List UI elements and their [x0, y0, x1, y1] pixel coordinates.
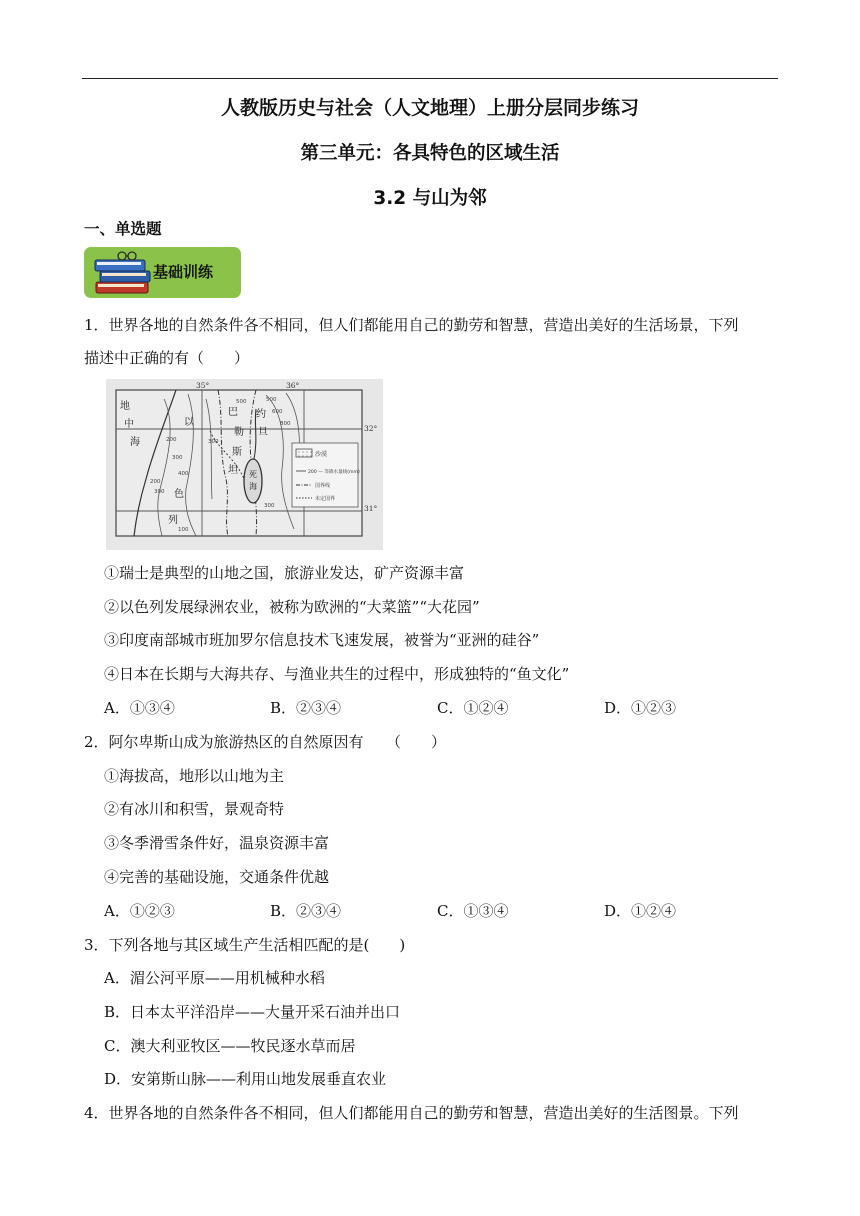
map-svg — [106, 379, 383, 550]
contour-label: 600 — [272, 409, 283, 415]
question-3-line-1: 3．下列各地与其区域生产生活相匹配的是( ) — [84, 936, 406, 954]
question-2-item-4: ④完善的基础设施，交通条件优越 — [104, 868, 330, 886]
question-3-choice-d[interactable]: D．安第斯山脉——利用山地发展垂直农业 — [104, 1070, 387, 1088]
question-1-choice-c[interactable]: C．①②④ — [437, 699, 509, 717]
question-1-line-1: 1．世界各地的自然条件各不相同，但人们都能用自己的勤劳和智慧，营造出美好的生活场景，下列 — [84, 316, 739, 334]
map-legend-undetermined: 未定国界 — [315, 496, 336, 502]
contour-label: 500 — [266, 397, 277, 403]
map-label: 色 — [174, 489, 184, 500]
lesson-title: 3.2 与山为邻 — [373, 188, 487, 209]
basic-training-badge — [84, 247, 241, 298]
map-label: 海 — [130, 437, 140, 448]
map-label: 列 — [168, 515, 178, 526]
badge-label: 基础训练 — [153, 263, 214, 281]
map-label: 海 — [249, 482, 257, 491]
question-2-choice-a[interactable]: A．①②③ — [104, 902, 175, 920]
question-1-choice-b[interactable]: B．②③④ — [270, 699, 342, 717]
page-title: 人教版历史与社会（人文地理）上册分层同步练习 — [220, 97, 639, 119]
question-3-choice-c[interactable]: C．澳大利亚牧区——牧民逐水草而居 — [104, 1037, 356, 1055]
question-2-choice-b[interactable]: B．②③④ — [270, 902, 342, 920]
map-lat-32: 32° — [364, 424, 378, 433]
map-label: 坦 — [228, 465, 238, 476]
contour-label: 500 — [236, 399, 247, 405]
question-1-item-1: ①瑞士是典型的山地之国，旅游业发达，矿产资源丰富 — [104, 564, 465, 582]
question-1-choice-d[interactable]: D．①②③ — [604, 699, 677, 717]
contour-label: 200 — [150, 479, 161, 485]
books-icon — [92, 250, 156, 296]
section-title: 一、单选题 — [84, 220, 162, 238]
question-1-line-2: 描述中正确的有（ ） — [84, 349, 250, 367]
map-lat-31: 31° — [364, 504, 378, 513]
unit-title: 第三单元：各具特色的区域生活 — [300, 143, 560, 164]
question-2-line-1: 2．阿尔卑斯山成为旅游热区的自然原因有 （ ） — [84, 733, 447, 751]
map-label: 巴 — [228, 407, 238, 418]
map-label: 旦 — [258, 427, 268, 438]
question-1-choice-a[interactable]: A．①③④ — [104, 699, 175, 717]
map-label: 死 — [249, 470, 257, 479]
contour-label: 400 — [178, 471, 189, 477]
map-legend-desert: 沙漠 — [315, 451, 328, 458]
contour-label: 300 — [264, 503, 275, 509]
map-label: 约 — [256, 409, 266, 420]
question-4-line-1: 4．世界各地的自然条件各不相同，但人们都能用自己的勤劳和智慧，营造出美好的生活图景。下列 — [84, 1104, 739, 1122]
map-lon-36: 36° — [286, 381, 300, 390]
map-legend-isohyet: 200 — 等降水量线(mm) — [308, 470, 360, 475]
question-2-choice-d[interactable]: D．①②④ — [604, 902, 677, 920]
map-label: 以 — [184, 417, 194, 428]
contour-label: 800 — [280, 421, 291, 427]
question-3-choice-a[interactable]: A．湄公河平原——用机械种水稻 — [104, 969, 325, 987]
question-1-item-2: ②以色列发展绿洲农业，被称为欧洲的“大菜篮”“大花园” — [104, 598, 480, 616]
israel-map-figure — [106, 379, 383, 550]
header-rule — [82, 78, 778, 79]
contour-label: 100 — [178, 527, 189, 533]
question-1-item-3: ③印度南部城市班加罗尔信息技术飞速发展，被誉为“亚洲的硅谷” — [104, 631, 540, 649]
map-legend-border: 国界线 — [315, 483, 331, 489]
question-2-item-3: ③冬季滑雪条件好，温泉资源丰富 — [104, 834, 330, 852]
contour-label: 300 — [154, 489, 165, 495]
contour-label: 200 — [166, 437, 177, 443]
map-label: 中 — [124, 419, 134, 430]
question-2-item-2: ②有冰川和积雪，景观奇特 — [104, 800, 285, 818]
map-lon-35: 35° — [196, 381, 210, 390]
question-2-choice-c[interactable]: C．①③④ — [437, 902, 509, 920]
question-1-item-4: ④日本在长期与大海共存、与渔业共生的过程中，形成独特的“鱼文化” — [104, 665, 570, 683]
question-2-item-1: ①海拔高，地形以山地为主 — [104, 767, 285, 785]
map-label: 地 — [120, 401, 130, 412]
contour-label: 300 — [172, 455, 183, 461]
contour-label: 300 — [208, 439, 219, 445]
map-label: 斯 — [232, 447, 242, 458]
question-3-choice-b[interactable]: B．日本太平洋沿岸——大量开采石油并出口 — [104, 1003, 401, 1021]
map-label: 勒 — [234, 427, 244, 438]
